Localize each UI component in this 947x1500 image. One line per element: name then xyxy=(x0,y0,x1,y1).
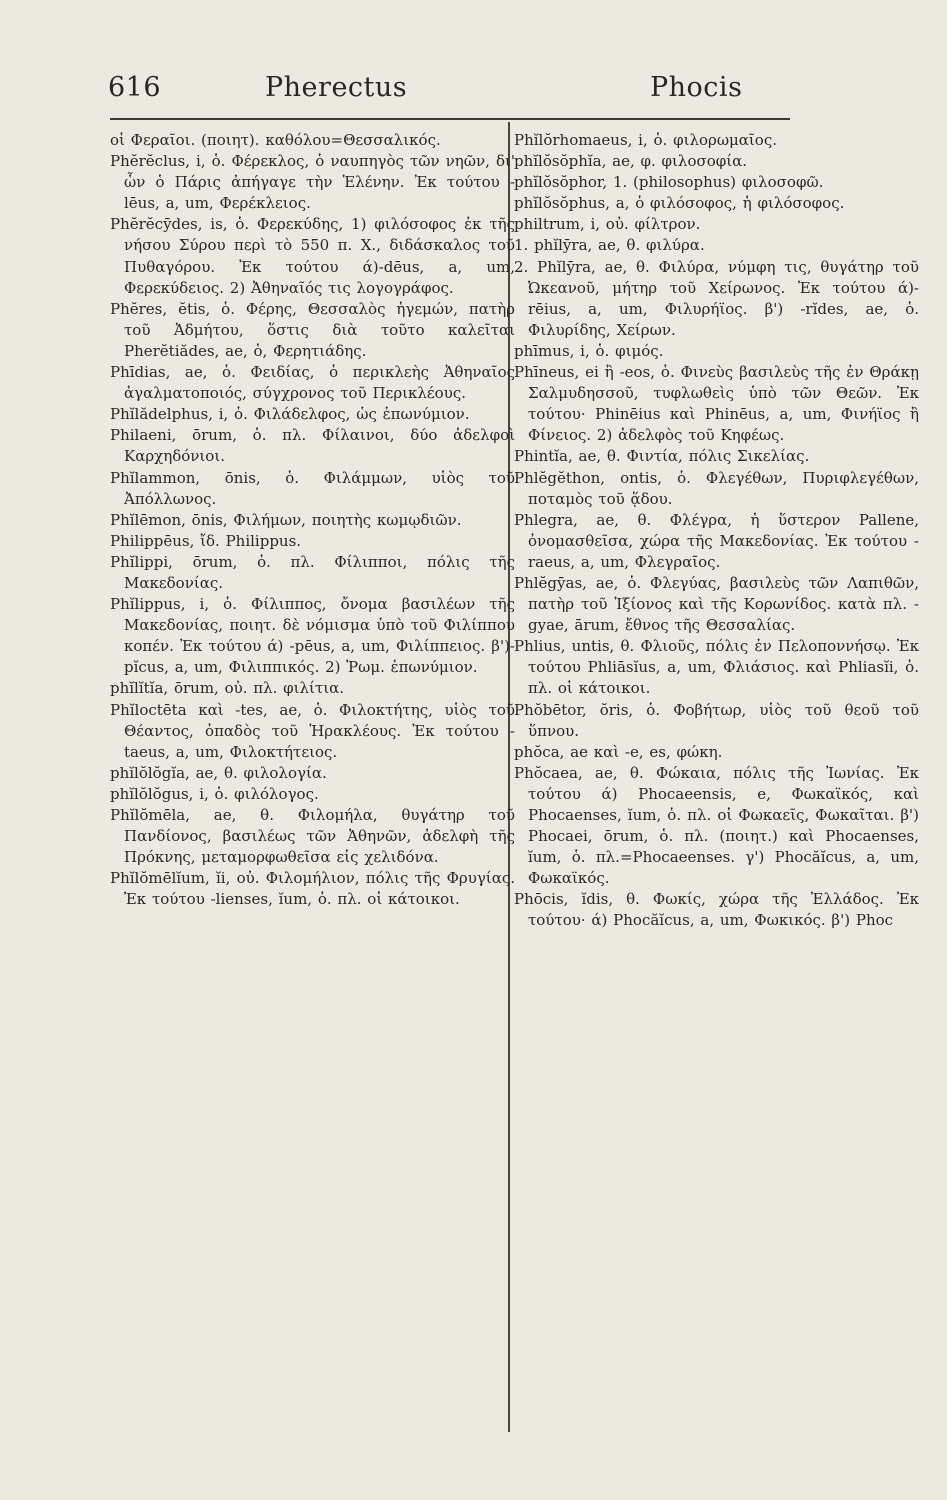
dictionary-entry: philtrum, i, οὐ. φίλτρον. xyxy=(514,215,701,234)
left-guide-word: Pherectus xyxy=(265,72,408,103)
dictionary-entry: phĭlĭtĭa, ōrum, οὐ. πλ. φιλίτια. xyxy=(110,679,345,698)
dictionary-entry: Phīdias, ae, ὁ. Φειδίας, ὁ περικλεὴς Ἀθηναῖος ἀγαλματοποιός, σύγχρονος τοῦ Περικλέους. xyxy=(110,363,515,403)
dictionary-entry: Phĭlippus, i, ὁ. Φίλιππος, ὄνομα βασιλέων τῆς Μακεδονίας, ποιητ. δὲ νόμισμα ὑπὸ τοῦ Φιλίππου κοπέν. Ἐκ τούτου ά) -pēus, a, um, Φιλίππειος. β')-pĭcus, a, um, Φιλιππικός. 2) Ῥωμ. ἐπωνύμιον. xyxy=(110,595,515,677)
dictionary-entry: phĭlŏsŏphĭa, ae, φ. φιλοσοφία. xyxy=(514,152,748,171)
dictionary-entry: Phōcis, ĭdis, θ. Φωκίς, χώρα τῆς Ἑλλάδος. Ἐκ τούτου· ά) Phocăĭcus, a, um, Φωκικός. β') Phoc xyxy=(514,890,919,930)
dictionary-entry: Phĕrĕcȳdes, is, ὁ. Φερεκύδης, 1) φιλόσοφος ἐκ τῆς νήσου Σύρου περὶ τὸ 550 π. Χ., διδάσκαλος τοῦ Πυθαγόρου. Ἐκ τούτου ά)-dēus, a, um, Φερεκύδειος. 2) Ἀθηναῖός τις λογογράφος. xyxy=(110,215,515,297)
dictionary-entry: Phlius, untis, θ. Φλιοῦς, πόλις ἐν Πελοποννήσῳ. Ἐκ τούτου Phliāsĭus, a, um, Φλιάσιος. καὶ Phliasĭi, ὁ. πλ. οἱ κάτοικοι. xyxy=(514,637,919,698)
dictionary-entry: Phĭlŏmēlĭum, ĭi, οὐ. Φιλομήλιον, πόλις τῆς Φρυγίας. Ἐκ τούτου -lienses, ĭum, ὁ. πλ. οἱ κάτοικοι. xyxy=(110,869,515,909)
dictionary-entry: Phīneus, ei ἢ -eos, ὁ. Φινεὺς βασιλεὺς τῆς ἐν Θράκῃ Σαλμυδησσοῦ, τυφλωθεὶς ὑπὸ τῶν Θεῶν. Ἐκ τούτου· Phinēius καὶ Phinēus, a, um, Φινήϊος ἢ Φίνειος. 2) ἀδελφὸς τοῦ Κηφέως. xyxy=(514,363,919,445)
dictionary-entry: Phĭloctēta καὶ -tes, ae, ὁ. Φιλοκτήτης, υἱὸς τοῦ Θέαντος, ὀπαδὸς τοῦ Ἡρακλέους. Ἐκ τούτου -taeus, a, um, Φιλοκτήτειος. xyxy=(110,700,515,761)
dictionary-entry: Phĕrĕclus, i, ὁ. Φέρεκλος, ὁ ναυπηγὸς τῶν νηῶν, δι' ὧν ὁ Πάρις ἀπήγαγε τὴν Ἑλένην. Ἐκ τούτου -lēus, a, um, Φερέκλειος. xyxy=(110,152,515,213)
dictionary-entry: 2. Phĭlȳra, ae, θ. Φιλύρα, νύμφη τις, θυγάτηρ τοῦ Ὠκεανοῦ, μήτηρ τοῦ Χείρωνος. Ἐκ τούτου ά)-rēius, a, um, Φιλυρήϊος. β') -rĭdes, ae, ὁ. Φιλυρίδης, Χείρων. xyxy=(514,257,919,339)
dictionary-entry: phŏca, ae καὶ -e, es, φώκη. xyxy=(514,742,723,761)
dictionary-entry: phĭlŏsŏphor, 1. (philosophus) φιλοσοφῶ. xyxy=(514,173,824,192)
dictionary-entry: Phŏbētor, ŏris, ὁ. Φοβήτωρ, υἱὸς τοῦ θεοῦ τοῦ ὕπνου. xyxy=(514,700,919,740)
dictionary-entry: Phintĭa, ae, θ. Φιντία, πόλις Σικελίας. xyxy=(514,447,810,466)
dictionary-entry: phīmus, i, ὁ. φιμός. xyxy=(514,341,664,360)
right-column xyxy=(514,130,919,1430)
dictionary-entry: phĭlŏlŏgĭa, ae, θ. φιλολογία. xyxy=(110,763,327,782)
right-guide-word: Phocis xyxy=(650,72,743,103)
dictionary-entry: Phlĕgĕthon, ontis, ὁ. Φλεγέθων, Πυριφλεγέθων, ποταμὸς τοῦ ᾅδου. xyxy=(514,468,919,508)
dictionary-entry: phĭlŏlŏgus, i, ὁ. φιλόλογος. xyxy=(110,784,319,803)
dictionary-entry: 1. phĭlȳra, ae, θ. φιλύρα. xyxy=(514,236,705,255)
dictionary-entry: Phĭlippi, ōrum, ὁ. πλ. Φίλιπποι, πόλις τῆς Μακεδονίας. xyxy=(110,552,515,592)
header-rule xyxy=(110,118,790,120)
dictionary-entry: Phĭlădelphus, i, ὁ. Φιλάδελφος, ὡς ἐπωνύμιον. xyxy=(110,405,470,424)
dictionary-entry: Phĕres, ĕtis, ὁ. Φέρης, Θεσσαλὸς ἡγεμών, πατὴρ τοῦ Ἀδμήτου, ὅστις διὰ τοῦτο καλεῖται Pherĕtiădes, ae, ὁ, Φερητιάδης. xyxy=(110,299,515,360)
dictionary-entry: Phŏcaea, ae, θ. Φώκαια, πόλις τῆς Ἰωνίας. Ἐκ τούτου ά) Phocaeensis, e, Φωκαϊκός, καὶ Phocaenses, ĭum, ὁ. πλ. οἱ Φωκαεῖς, Φωκαῖται. β') Phocaei, ōrum, ὁ. πλ. (ποιητ.) καὶ Phocaenses, ĭum, ὁ. πλ.=Phocaeenses. γ') Phocăĭcus, a, um, Φωκαϊκός. xyxy=(514,763,919,888)
dictionary-entry: Philaeni, ōrum, ὁ. πλ. Φίλαινοι, δύο ἀδελφοὶ Καρχηδόνιοι. xyxy=(110,426,515,466)
dictionary-entry: Phlegra, ae, θ. Φλέγρα, ἡ ὕστερον Pallene, ὀνομασθεῖσα, χώρα τῆς Μακεδονίας. Ἐκ τούτου -raeus, a, um, Φλεγραῖος. xyxy=(514,510,919,571)
dictionary-entry: Phĭlŏrhomaeus, i, ὁ. φιλορωμαῖος. xyxy=(514,131,778,149)
dictionary-entry: Phlĕgȳas, ae, ὁ. Φλεγύας, βασιλεὺς τῶν Λαπιθῶν, πατὴρ τοῦ Ἰξίονος καὶ τῆς Κορωνίδος. κατὰ πλ. -gyae, ārum, ἔθνος τῆς Θεσσαλίας. xyxy=(514,573,919,635)
dictionary-entry: phĭlŏsŏphus, a, ὁ φιλόσοφος, ἡ φιλόσοφος. xyxy=(514,194,845,213)
left-column xyxy=(110,130,515,1430)
dictionary-entry: Phĭlēmon, ōnis, Φιλήμων, ποιητὴς κωμῳδιῶν. xyxy=(110,510,462,529)
dictionary-entry: οἱ Φεραῖοι. (ποιητ). καθόλου=Θεσσαλικός. xyxy=(110,131,441,149)
page-header xyxy=(108,72,788,112)
dictionary-entry: Phĭlammon, ōnis, ὁ. Φιλάμμων, υἱὸς τοῦ Ἀπόλλωνος. xyxy=(110,468,515,508)
dictionary-entry: Phĭlŏmēla, ae, θ. Φιλομήλα, θυγάτηρ τοῦ Πανδίονος, βασιλέως τῶν Ἀθηνῶν, ἀδελφὴ τῆς Πρόκνης, μεταμορφωθεῖσα εἰς χελιδόνα. xyxy=(110,806,515,867)
page-number: 616 xyxy=(108,72,162,103)
dictionary-entry: Philippēus, ἴδ. Philippus. xyxy=(110,531,302,550)
